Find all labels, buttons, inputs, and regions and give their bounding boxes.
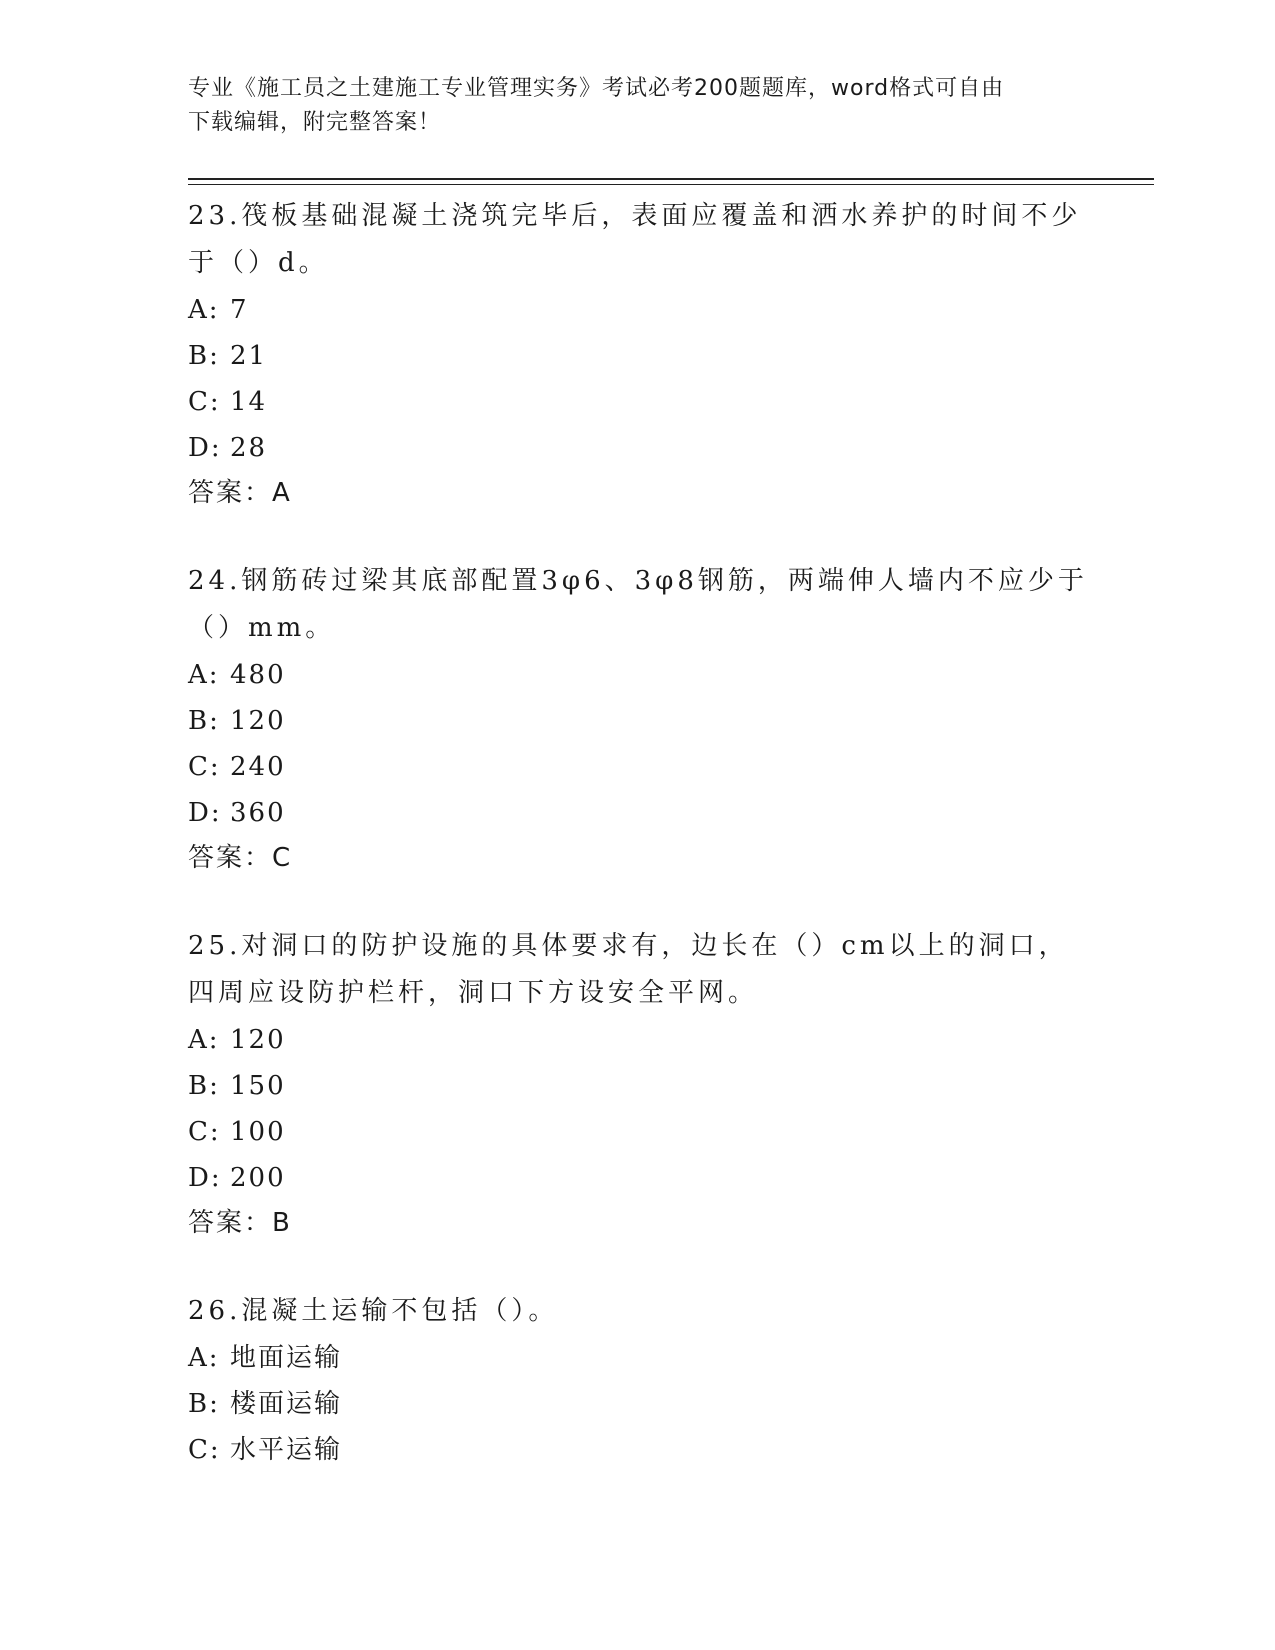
option-key: B: [188, 706, 220, 736]
option-key: B: [188, 1071, 220, 1101]
answer-line: 答案：C [188, 843, 293, 873]
option-key: B: [188, 1389, 220, 1419]
question-stem: 23.筏板基础混凝土浇筑完毕后，表面应覆盖和洒水养护的时间不少于（）d。 [188, 201, 1082, 278]
header-intro-line-1: 专业《施工员之土建施工专业管理实务》考试必考200题题库，word格式可自由 [188, 76, 1005, 101]
option-key: B: [188, 341, 220, 371]
option-d [188, 790, 1088, 836]
option-text: 28 [230, 433, 268, 463]
option-key: A: [188, 1025, 220, 1055]
option-key: C: [188, 387, 221, 417]
option-key: D: [188, 798, 222, 828]
option-c [188, 379, 1088, 425]
option-key: D: [188, 433, 222, 463]
option-c [188, 1427, 1088, 1473]
option-b [188, 698, 1088, 744]
header-divider-thick [188, 178, 1154, 180]
option-text: 120 [230, 706, 286, 736]
document-header [188, 72, 1088, 140]
question-25 [188, 923, 1088, 1245]
option-text: 150 [230, 1071, 286, 1101]
option-text: 120 [230, 1025, 286, 1055]
option-d [188, 1155, 1088, 1201]
option-key: A: [188, 660, 220, 690]
option-text: 240 [230, 752, 286, 782]
option-a [188, 1335, 1088, 1381]
option-text: 200 [230, 1163, 286, 1193]
option-key: C: [188, 1435, 221, 1465]
answer-line: 答案：A [188, 478, 292, 508]
question-list [188, 193, 1088, 1516]
option-a [188, 1017, 1088, 1063]
option-key: D: [188, 1163, 222, 1193]
option-b [188, 333, 1088, 379]
option-key: C: [188, 1117, 221, 1147]
option-d [188, 425, 1088, 471]
option-b [188, 1381, 1088, 1427]
question-23 [188, 193, 1088, 515]
question-stem: 25.对洞口的防护设施的具体要求有，边长在（）cm以上的洞口，四周应设防护栏杆，洞口下方设安全平网。 [188, 931, 1069, 1008]
option-a [188, 652, 1088, 698]
question-stem: 26.混凝土运输不包括（）。 [188, 1296, 559, 1326]
question-stem: 24.钢筋砖过梁其底部配置3φ6、3φ8钢筋，两端伸人墙内不应少于（）mm。 [188, 566, 1088, 643]
option-b [188, 1063, 1088, 1109]
option-text: 水平运输 [230, 1435, 343, 1465]
header-intro-line-2: 下载编辑，附完整答案！ [188, 110, 442, 135]
option-text: 480 [230, 660, 286, 690]
option-key: A: [188, 1343, 220, 1373]
option-key: A: [188, 295, 220, 325]
option-key: C: [188, 752, 221, 782]
option-c [188, 744, 1088, 790]
option-text: 100 [230, 1117, 286, 1147]
question-24 [188, 558, 1088, 880]
option-text: 楼面运输 [230, 1389, 343, 1419]
option-c [188, 1109, 1088, 1155]
option-text: 地面运输 [230, 1343, 343, 1373]
option-text: 360 [230, 798, 286, 828]
header-divider-thin [188, 184, 1154, 185]
option-text: 21 [230, 341, 268, 371]
answer-line: 答案：B [188, 1208, 292, 1238]
option-text: 7 [230, 295, 249, 325]
option-a [188, 287, 1088, 333]
option-text: 14 [230, 387, 268, 417]
question-26 [188, 1288, 1088, 1473]
